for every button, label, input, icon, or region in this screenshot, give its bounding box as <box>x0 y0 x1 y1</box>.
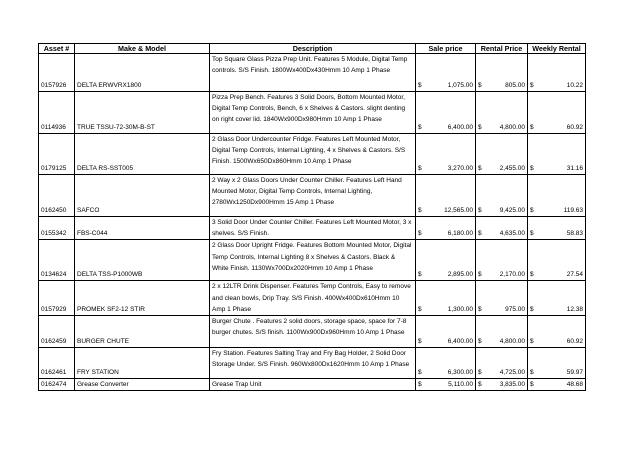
currency-symbol: $ <box>530 82 534 89</box>
asset-number-cell: 0114936 <box>39 92 75 134</box>
table-row <box>39 54 586 92</box>
currency-symbol: $ <box>478 165 482 172</box>
asset-number-cell: 0162459 <box>39 316 75 348</box>
currency-symbol: $ <box>478 124 482 131</box>
amount: 975.00 <box>505 306 525 314</box>
rental-price-cell <box>476 316 528 348</box>
header-asset: Asset # <box>39 44 75 54</box>
weekly-rental-cell <box>528 281 586 316</box>
make-model-cell: Grease Converter <box>75 379 210 391</box>
currency-symbol: $ <box>530 271 534 279</box>
currency-symbol: $ <box>478 207 482 214</box>
amount: 6,300.00 <box>447 369 473 377</box>
amount: 48.68 <box>566 381 583 389</box>
currency-symbol: $ <box>530 124 534 131</box>
sale-price-cell <box>416 240 476 281</box>
asset-number-cell: 0162474 <box>39 379 75 391</box>
description-cell: 2 x 12LTR Drink Dispenser. Features Temp Controls, Easy to remove and clean bowls, Drip Tray. S/S Finish. 400Wx400Dx610Hmm 10 Amp 1 Phase <box>210 281 416 316</box>
weekly-rental-cell <box>528 217 586 240</box>
amount: 4,800.00 <box>499 124 525 131</box>
make-model-cell: TRUE TSSU-72-30M-B-ST <box>75 92 210 134</box>
description-cell: 2 Glass Door Upright Fridge. Features Bottom Mounted Motor, Digital Temp Controls, Internal Lighting 8 x Shelves & Castors. Black & White Finish. 1130Wx700Dx2020Hmm 10 Amp 1 Phase <box>210 240 416 281</box>
currency-symbol: $ <box>478 381 482 389</box>
amount: 59.97 <box>566 369 583 377</box>
currency-symbol: $ <box>418 381 422 389</box>
currency-symbol: $ <box>478 82 482 89</box>
amount: 12.38 <box>566 306 583 314</box>
sale-price-cell <box>416 175 476 217</box>
table-row <box>39 217 586 240</box>
asset-number-cell: 0157926 <box>39 54 75 92</box>
description-cell: Pizza Prep Bench. Features 3 Solid Doors, Bottom Mounted Motor, Digital Temp Controls, Bench, 6 x Shelves & Castors. slight denting on right cover lid. 1840Wx900Dx980Hmm 10 Amp 1 Phase <box>210 92 416 134</box>
amount: 4,800.00 <box>499 338 525 346</box>
make-model-cell: DELTA TSS-P1000WB <box>75 240 210 281</box>
rental-price-cell <box>476 217 528 240</box>
asset-number-cell: 0179125 <box>39 134 75 175</box>
asset-number-cell: 0134624 <box>39 240 75 281</box>
amount: 119.63 <box>563 207 583 214</box>
amount: 6,400.00 <box>447 338 473 346</box>
currency-symbol: $ <box>418 165 422 172</box>
header-sale-price: Sale price <box>416 44 476 54</box>
weekly-rental-cell <box>528 134 586 175</box>
sale-price-cell <box>416 92 476 134</box>
asset-number-cell: 0162461 <box>39 348 75 379</box>
description-cell: Top Square Glass Pizza Prep Unit. Features 5 Module, Digital Temp controls. S/S Finish. 1800Wx400Dx430Hmm 10 Amp 1 Phase <box>210 54 416 92</box>
amount: 58.83 <box>566 230 583 238</box>
currency-symbol: $ <box>418 369 422 377</box>
table-row <box>39 348 586 379</box>
weekly-rental-cell <box>528 92 586 134</box>
make-model-cell: PROMEK SF2-12 STIR <box>75 281 210 316</box>
asset-number-cell: 0155342 <box>39 217 75 240</box>
amount: 31.16 <box>566 165 583 172</box>
amount: 4,725.00 <box>499 369 525 377</box>
rental-price-cell <box>476 281 528 316</box>
weekly-rental-cell <box>528 240 586 281</box>
header-row <box>39 44 586 54</box>
amount: 3,270.00 <box>447 165 473 172</box>
weekly-rental-cell <box>528 348 586 379</box>
weekly-rental-cell <box>528 54 586 92</box>
amount: 6,180.00 <box>447 230 473 238</box>
amount: 2,455.00 <box>499 165 525 172</box>
currency-symbol: $ <box>530 369 534 377</box>
amount: 9,425.00 <box>499 207 525 214</box>
weekly-rental-cell <box>528 316 586 348</box>
currency-symbol: $ <box>530 306 534 314</box>
currency-symbol: $ <box>530 230 534 238</box>
table-row <box>39 134 586 175</box>
rental-price-cell <box>476 54 528 92</box>
currency-symbol: $ <box>478 271 482 279</box>
amount: 2,170.00 <box>499 271 525 279</box>
currency-symbol: $ <box>530 165 534 172</box>
header-description: Description <box>210 44 416 54</box>
asset-number-cell: 0157929 <box>39 281 75 316</box>
currency-symbol: $ <box>418 338 422 346</box>
sale-price-cell <box>416 379 476 391</box>
table-row <box>39 316 586 348</box>
currency-symbol: $ <box>418 207 422 214</box>
amount: 4,635.00 <box>499 230 525 238</box>
weekly-rental-cell <box>528 379 586 391</box>
sale-price-cell <box>416 316 476 348</box>
currency-symbol: $ <box>530 381 534 389</box>
currency-symbol: $ <box>418 271 422 279</box>
rental-price-cell <box>476 92 528 134</box>
description-cell: 3 Solid Door Under Counter Chiller. Features Left Mounted Motor, 3 x shelves. S/S Finish. <box>210 217 416 240</box>
sale-price-cell <box>416 134 476 175</box>
description-cell: Burger Chute . Features 2 solid doors, storage space, space for 7-8 burger chutes. S/S finish. 1100Wx900Dx960Hmm 10 Amp 1 Phase <box>210 316 416 348</box>
header-rental-price: Rental Price <box>476 44 528 54</box>
weekly-rental-cell <box>528 175 586 217</box>
table-row <box>39 379 586 391</box>
rental-price-cell <box>476 348 528 379</box>
table-row <box>39 240 586 281</box>
asset-price-table <box>38 43 586 391</box>
make-model-cell: FRY STATION <box>75 348 210 379</box>
header-make-model: Make & Model <box>75 44 210 54</box>
description-cell: Grease Trap Unit <box>210 379 416 391</box>
amount: 2,895.00 <box>447 271 473 279</box>
rental-price-cell <box>476 240 528 281</box>
amount: 805.00 <box>505 82 525 89</box>
sale-price-cell <box>416 217 476 240</box>
amount: 27.54 <box>566 271 583 279</box>
currency-symbol: $ <box>478 338 482 346</box>
amount: 1,300.00 <box>447 306 473 314</box>
rental-price-cell <box>476 379 528 391</box>
currency-symbol: $ <box>418 306 422 314</box>
table-row <box>39 92 586 134</box>
rental-price-cell <box>476 134 528 175</box>
currency-symbol: $ <box>530 338 534 346</box>
currency-symbol: $ <box>478 306 482 314</box>
description-cell: 2 Way x 2 Glass Doors Under Counter Chiller. Features Left Hand Mounted Motor, Digital Temp Controls, Internal Lighting, 2780Wx1250Dx900Hmm 15 Amp 1 Phase <box>210 175 416 217</box>
table-body <box>39 54 586 391</box>
amount: 3,835.00 <box>499 381 525 389</box>
currency-symbol: $ <box>418 230 422 238</box>
sale-price-cell <box>416 54 476 92</box>
amount: 10.22 <box>566 82 583 89</box>
make-model-cell: DELTA ERWVRX1800 <box>75 54 210 92</box>
asset-number-cell: 0162450 <box>39 175 75 217</box>
amount: 1,075.00 <box>447 82 473 89</box>
currency-symbol: $ <box>418 124 422 131</box>
table-row <box>39 175 586 217</box>
make-model-cell: FBS-C044 <box>75 217 210 240</box>
currency-symbol: $ <box>478 369 482 377</box>
amount: 60.92 <box>566 338 583 346</box>
table-row <box>39 281 586 316</box>
header-weekly-rental: Weekly Rental <box>528 44 586 54</box>
sale-price-cell <box>416 348 476 379</box>
amount: 60.92 <box>566 124 583 131</box>
make-model-cell: DELTA RS-SST005 <box>75 134 210 175</box>
description-cell: 2 Glass Door Undercounter Fridge. Features Left Mounted Motor, Digital Temp Controls, Internal Lighting, 4 x Shelves & Castors. S/S Finish. 1500Wx650Dx860Hmm 10 Amp 1 Phase <box>210 134 416 175</box>
description-cell: Fry Station. Features Salting Tray and Fry Bag Holder, 2 Solid Door Storage Under. S/S Finish. 960Wx800Dx1620Hmm 10 Amp 1 Phase <box>210 348 416 379</box>
currency-symbol: $ <box>478 230 482 238</box>
sale-price-cell <box>416 281 476 316</box>
make-model-cell: BURGER CHUTE <box>75 316 210 348</box>
currency-symbol: $ <box>418 82 422 89</box>
currency-symbol: $ <box>530 207 534 214</box>
make-model-cell: SAFCO <box>75 175 210 217</box>
amount: 12,565.00 <box>444 207 473 214</box>
rental-price-cell <box>476 175 528 217</box>
amount: 6,400.00 <box>447 124 473 131</box>
amount: 5,110.00 <box>448 381 473 389</box>
